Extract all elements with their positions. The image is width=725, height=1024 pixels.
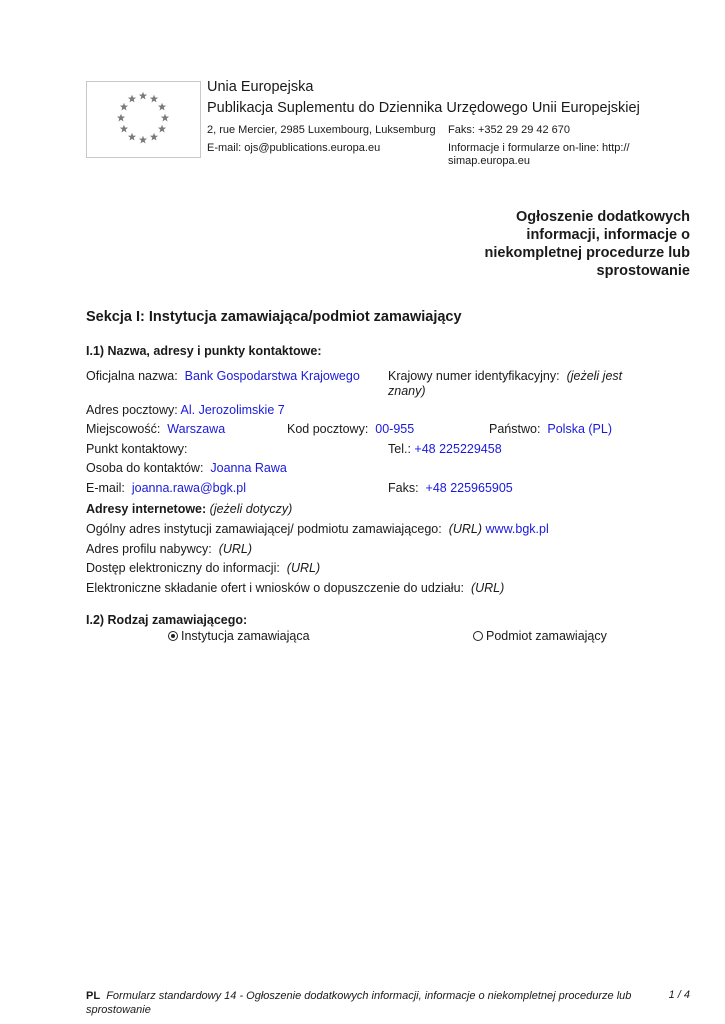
national-id-note-cont: znany) [388,384,426,398]
general-address-label: Ogólny adres instytucji zamawiającej/ podmiotu zamawiającego: [86,522,442,536]
radio-unselected-icon[interactable] [473,631,483,641]
header-publication: Publikacja Suplementu do Dziennika Urzędowego Unii Europejskiej [207,100,640,116]
star-icon [120,103,128,111]
general-address-row [86,522,549,536]
star-icon [117,114,125,122]
eu-logo [86,81,201,158]
national-id-note: (jeżeli jest [566,369,623,383]
notice-title-line: Ogłoszenie dodatkowych [515,209,690,225]
header-info-line2: simap.europa.eu [448,155,530,167]
electronic-submission-row [86,581,504,595]
eu-stars-icon [87,82,200,157]
tel-row [388,442,502,456]
email-label: E-mail: [86,481,125,495]
header-email: E-mail: ojs@publications.europa.eu [207,142,381,154]
footer-form-line2: sprostowanie [86,1004,151,1016]
official-name-row [86,369,360,383]
star-icon [139,92,147,100]
star-icon [128,95,136,103]
radio-option-contracting-entity[interactable] [473,629,607,643]
contact-person-value: Joanna Rawa [210,461,287,475]
radio-option-contracting-authority[interactable] [168,629,310,643]
star-icon [161,114,169,122]
subsection-title-i1: I.1) Nazwa, adresy i punkty kontaktowe: [86,344,322,358]
electronic-access-row [86,561,320,575]
radio-option-label: Instytucja zamawiająca [181,629,310,643]
tel-label: Tel.: [388,442,411,456]
tel-value: +48 225229458 [414,442,502,456]
footer [86,989,646,1017]
national-id-label: Krajowy numer identyfikacyjny: [388,369,560,383]
page-number: 1 / 4 [668,989,690,1001]
internet-title: Adresy internetowe: [86,502,207,516]
star-icon [158,103,166,111]
radio-option-label: Podmiot zamawiający [486,629,607,643]
fax-value: +48 225965905 [425,481,513,495]
buyer-profile-label: Adres profilu nabywcy: [86,542,212,556]
star-icon [150,133,158,141]
url-label: (URL) [470,581,505,595]
contact-person-label: Osoba do kontaktów: [86,461,204,475]
email-value[interactable]: joanna.rawa@bgk.pl [131,481,247,495]
star-icon [158,125,166,133]
postal-code-value: 00-955 [375,422,415,436]
url-label: (URL) [218,542,253,556]
postal-code-row [287,422,414,436]
email-row [86,481,246,495]
star-icon [139,136,147,144]
url-label: (URL) [286,561,321,575]
fax-label: Faks: [388,481,419,495]
city-value: Warszawa [167,422,226,436]
footer-lang: PL [86,990,101,1002]
fax-row [388,481,513,495]
notice-title-line: niekompletnej procedurze lub [484,245,690,261]
header-org: Unia Europejska [207,79,314,95]
subsection-title-i2: I.2) Rodzaj zamawiającego: [86,613,248,627]
buyer-profile-row [86,542,252,556]
radio-selected-icon[interactable] [168,631,178,641]
country-value: Polska (PL) [547,422,612,436]
general-address-link[interactable]: www.bgk.pl [485,522,549,536]
postal-code-label: Kod pocztowy: [287,422,369,436]
city-row [86,422,225,436]
national-id-row [388,369,622,383]
star-icon [128,133,136,141]
notice-title [440,208,690,280]
official-name-value: Bank Gospodarstwa Krajowego [184,369,360,383]
postal-address-value: Al. Jerozolimskie 7 [180,403,285,417]
official-name-label: Oficjalna nazwa: [86,369,178,383]
notice-title-line: sprostowanie [596,263,690,279]
city-label: Miejscowość: [86,422,161,436]
electronic-submission-label: Elektroniczne składanie ofert i wniosków o dopuszczenie do udziału: [86,581,464,595]
contact-person-row [86,461,287,475]
electronic-access-label: Dostęp elektroniczny do informacji: [86,561,280,575]
country-label: Państwo: [489,422,541,436]
notice-title-line: informacji, informacje o [526,227,690,243]
star-icon [150,95,158,103]
header-address: 2, rue Mercier, 2985 Luxembourg, Luksemburg [207,124,436,136]
contact-point-label: Punkt kontaktowy: [86,442,188,456]
postal-address-row [86,403,285,417]
internet-note: (jeżeli dotyczy) [209,502,293,516]
postal-address-label: Adres pocztowy: [86,403,178,417]
country-row [489,422,612,436]
section-title: Sekcja I: Instytucja zamawiająca/podmiot zamawiający [86,309,462,325]
star-icon [120,125,128,133]
header-fax: Faks: +352 29 29 42 670 [448,124,571,136]
header-info-line1: Informacje i formularze on-line: http:// [448,142,630,154]
internet-title-row [86,502,292,516]
url-label: (URL) [448,522,483,536]
footer-form-line1: Formularz standardowy 14 - Ogłoszenie dodatkowych informacji, informacje o niekompletnej procedurze lub [106,990,632,1002]
